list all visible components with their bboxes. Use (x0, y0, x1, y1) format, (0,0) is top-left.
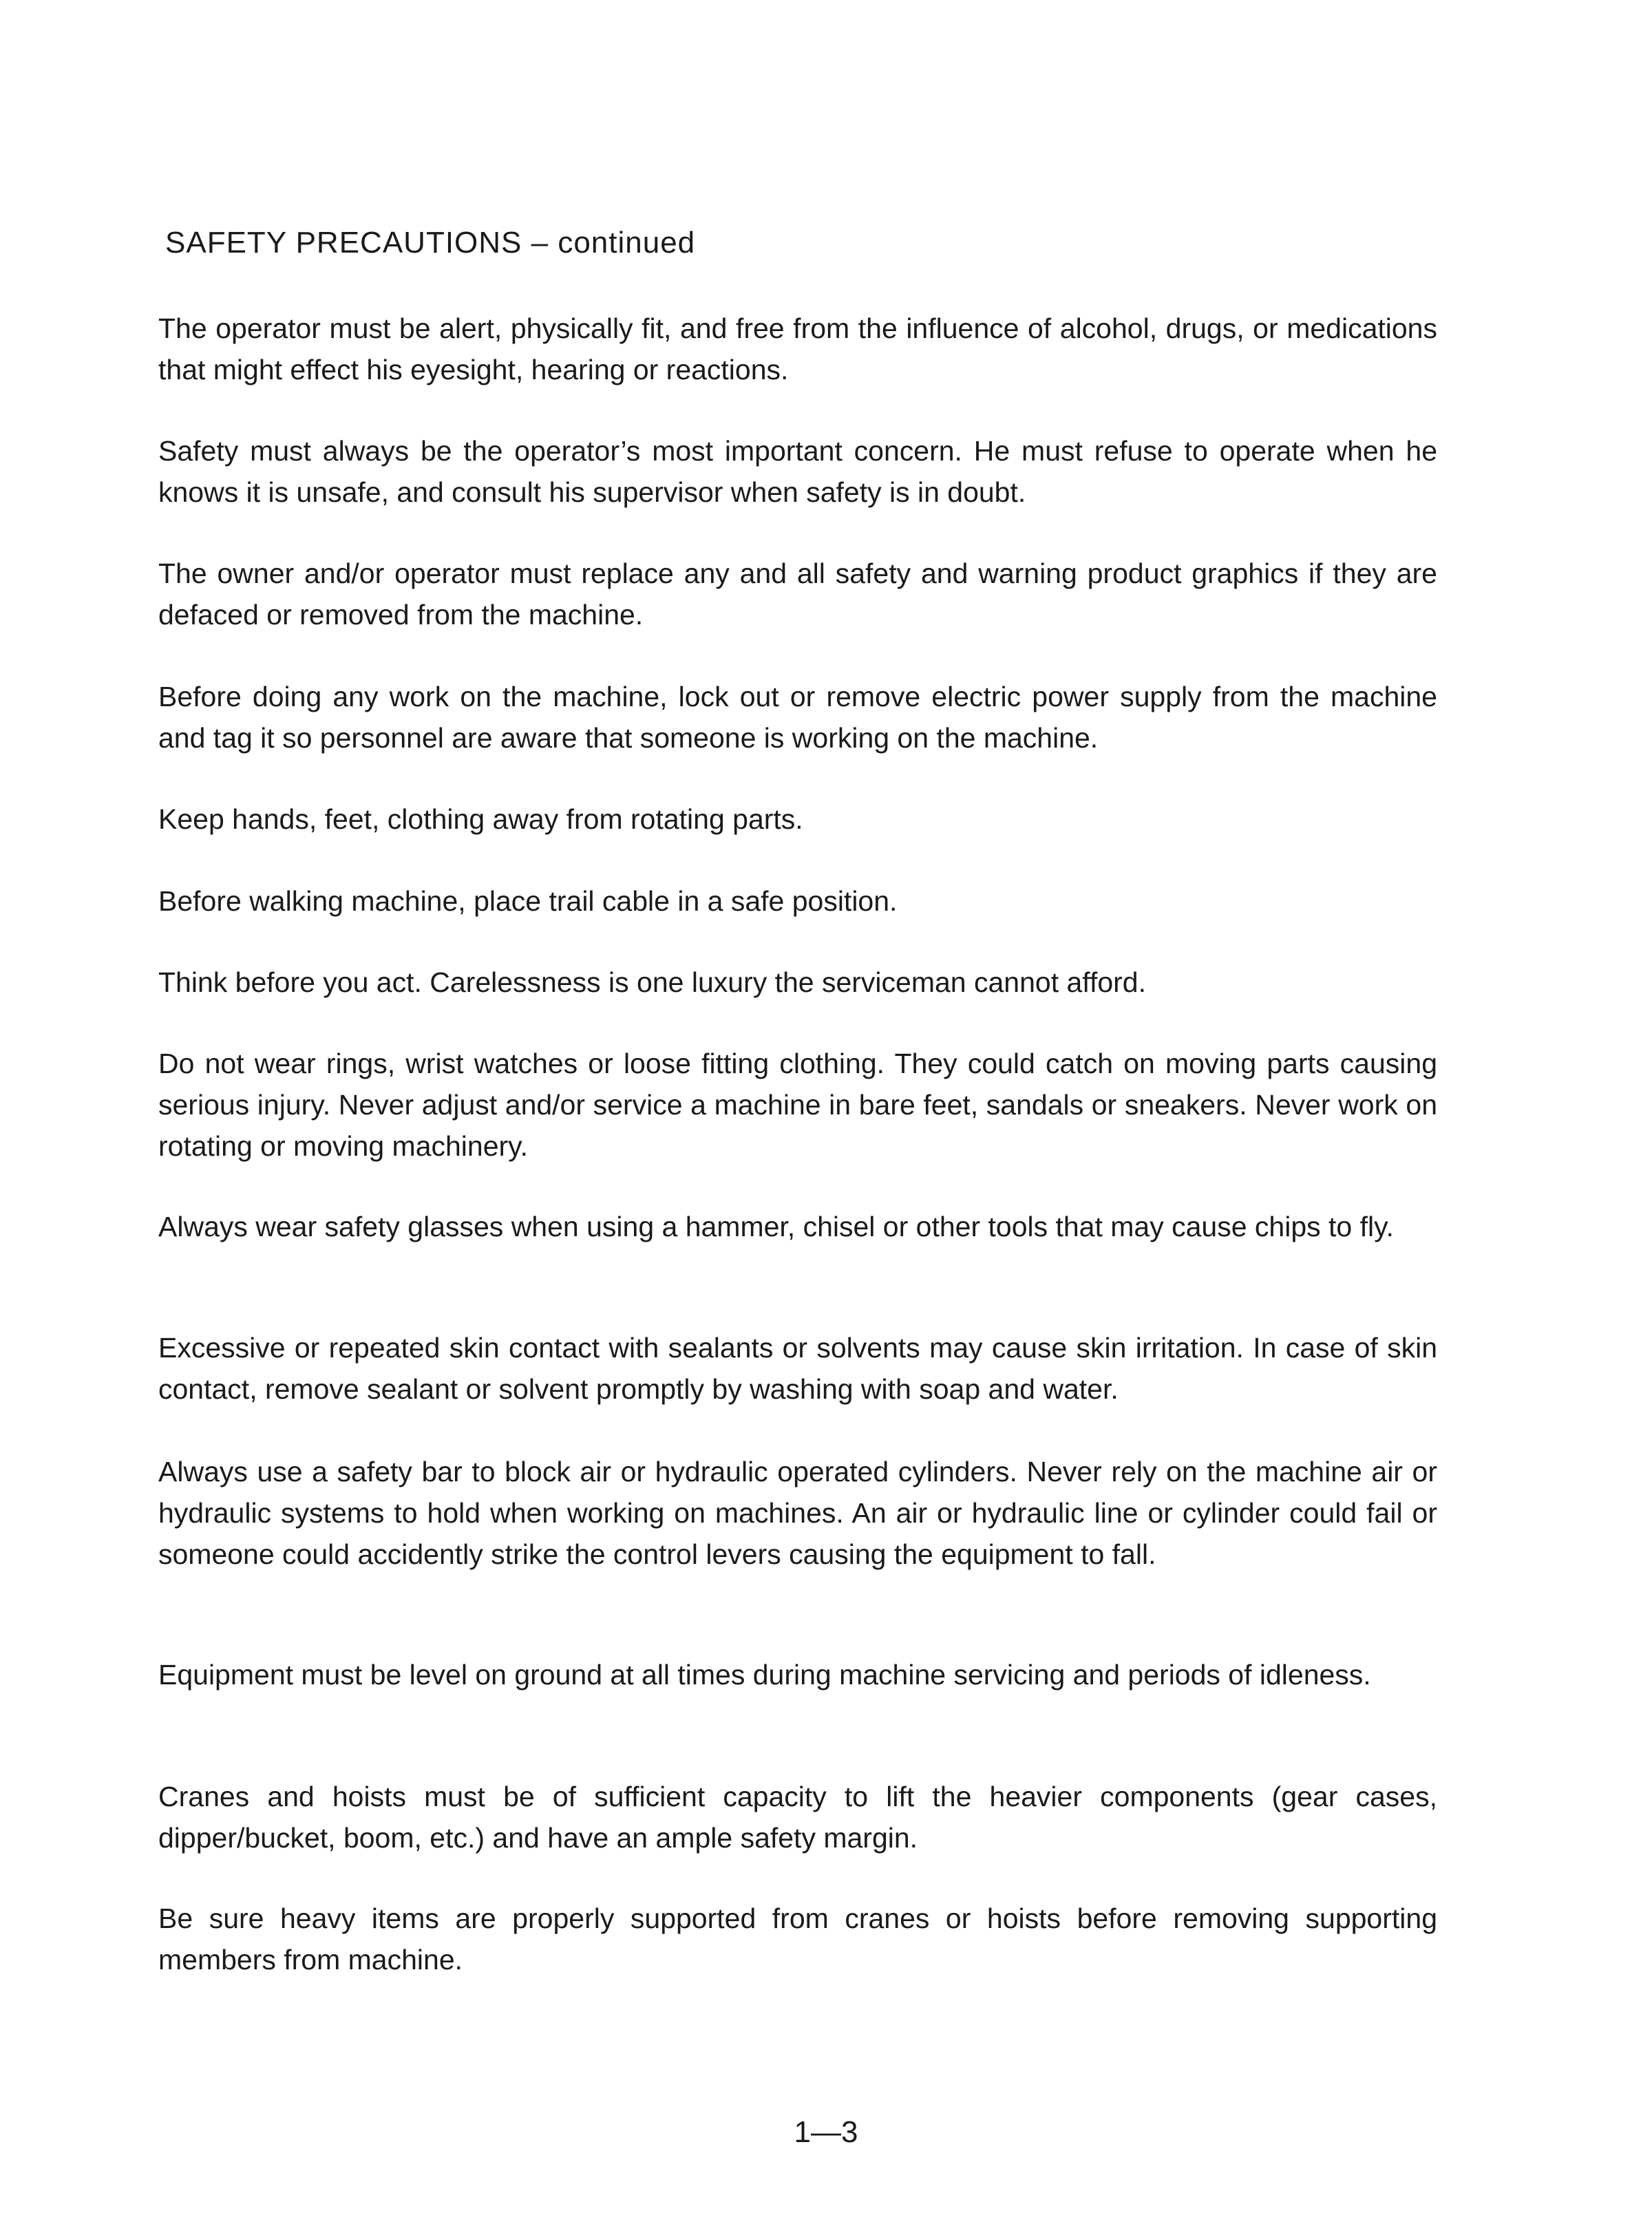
paragraph-skin-contact: Excessive or repeated skin contact with sealants or solvents may cause skin irritation. In case of skin contact, remove sealant or solvent promptly by washing with soap and water. (158, 1332, 1437, 1405)
paragraph-level-ground: Equipment must be level on ground at all times during machine servicing and periods of idleness. (158, 1659, 1371, 1691)
page-number: 1—3 (794, 2115, 858, 2149)
paragraph-safety-bar: Always use a safety bar to block air or hydraulic operated cylinders. Never rely on the machine air or hydraulic systems to hold when working on machines. An air or hydraulic line or cylinder could fail or someone could accidently strike the control levers causing the equipment to fall. (158, 1456, 1437, 1570)
paragraph-lock-out-power: Before doing any work on the machine, lock out or remove electric power supply from the machine and tag it so personnel are aware that someone is working on the machine. (158, 681, 1437, 754)
paragraph-operator-fitness: The operator must be alert, physically fit, and free from the influence of alcohol, drugs, or medications that might effect his eyesight, hearing or reactions. (158, 313, 1437, 385)
paragraph-product-graphics: The owner and/or operator must replace any and all safety and warning product graphics if they are defaced or removed from the machine. (158, 558, 1437, 631)
section-heading: SAFETY PRECAUTIONS – continued (165, 226, 696, 259)
paragraph-safety-concern: Safety must always be the operator’s most important concern. He must refuse to operate when he knows it is unsafe, and consult his supervisor when safety is in doubt. (158, 435, 1437, 508)
paragraph-safety-glasses: Always wear safety glasses when using a hammer, chisel or other tools that may cause chips to fly. (158, 1211, 1394, 1242)
paragraph-think-before-act: Think before you act. Carelessness is one luxury the serviceman cannot afford. (158, 966, 1146, 998)
paragraph-clothing: Do not wear rings, wrist watches or loose fitting clothing. They could catch on moving parts causing serious injury. Never adjust and/or service a machine in bare feet, sandals or sneakers. Never work on rotating or moving machinery. (158, 1048, 1437, 1162)
paragraph-trail-cable: Before walking machine, place trail cable in a safe position. (158, 885, 898, 917)
paragraph-cranes-hoists: Cranes and hoists must be of sufficient capacity to lift the heavier components (gear cases, dipper/bucket, boom, etc.) and have an ample safety margin. (158, 1781, 1437, 1854)
paragraph-heavy-items: Be sure heavy items are properly supported from cranes or hoists before removing supporting members from machine. (158, 1903, 1437, 1976)
paragraph-rotating-parts: Keep hands, feet, clothing away from rotating parts. (158, 803, 803, 835)
